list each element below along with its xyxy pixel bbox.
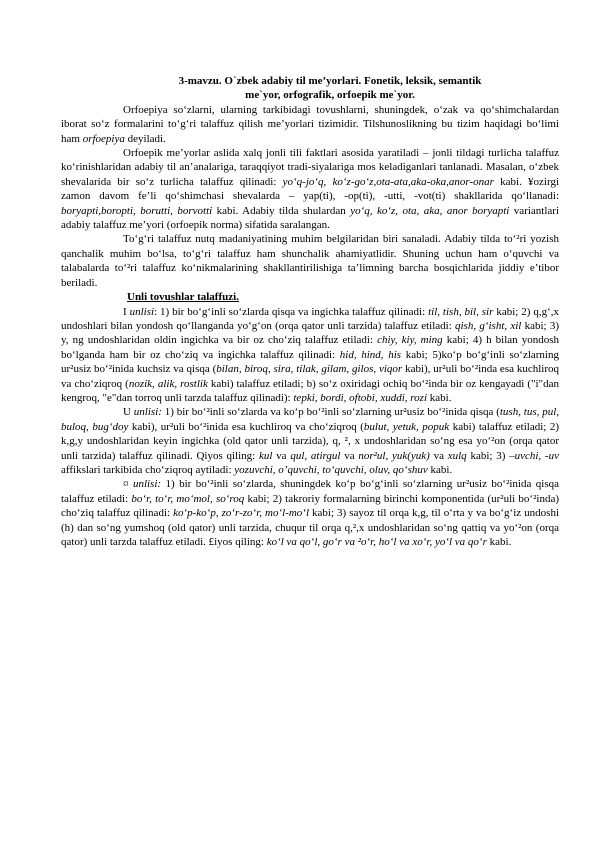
example-italic: nozik, alik, rostlik [128, 377, 208, 390]
paragraph-vowel-i [61, 305, 559, 406]
text-span: kabi. [427, 463, 453, 476]
text-span: kabi; 3) sayoz til orqa k,g, til o‘rta y va bo‘g‘iz undoshi (h) dan so‘ng yumshoq (old qator) unli tarzida, chuqur til orqa q,²,x undoshlaridan so‘ng qattiq va yo‘²on (orqa qator) unli tarzda talaffuz etiladi. £iyos qiling: [61, 507, 559, 548]
paragraph-vowel-o [61, 477, 559, 549]
text-span: Orfoepiya so‘zlarni, ularning tarkibidagi tovushlarni, shuningdek, o‘zak va qo‘shimchalardan iborat so‘z formalarini to‘g‘ri talaffuz qilish me’yorlari tizimidir. Tilshunoslikning bu tizim haqidagi bo‘limi ham [61, 103, 559, 145]
text-span: variantlari adabiy talaffuz me’yori (orfoepik norma) sifatida saralangan. [61, 204, 560, 232]
term-italic: orfoepiya [82, 132, 125, 145]
example-italic: boryapti,boropti, borutti, borvotti [61, 204, 213, 217]
example-italic: tush, tus, pul, buloq, bug‘doy [61, 406, 559, 433]
example-italic: atirgul [310, 449, 341, 462]
title-line-1: 3-mavzu. O`zbek adabiy til me’yorlari. Fonetik, leksik, semantik [178, 75, 482, 87]
text-span: va [272, 449, 291, 462]
example-italic: ko‘l va qo‘l, go‘r va ²o‘r, ho‘l va xo‘r, yo‘l va qo‘r [266, 536, 487, 548]
example-italic: xulq [447, 449, 467, 462]
text-span: , [385, 449, 392, 462]
text-span: kabi; 3) y, ng undoshlaridan oldin ingichka va bir oz cho‘ziq talaffuz etiladi: [61, 319, 559, 347]
text-span: kabi), ur²uli bo‘²inida esa kuchliroq va cho‘ziqroq ( [128, 420, 364, 433]
paragraph-vowel-u [61, 405, 559, 477]
text-span: kabi. Adabiy tilda shulardan [212, 204, 351, 217]
text-span: kabi. [486, 536, 512, 548]
paragraph-orfoepiya-definition [61, 103, 559, 146]
text-span: U [123, 406, 134, 419]
text-span: va [429, 449, 448, 462]
example-italic: yuk(yuk) [391, 449, 430, 462]
example-italic: chiy, kiy, ming [377, 334, 443, 347]
text-span: kabi. [427, 391, 452, 404]
text-span: ¤ [123, 478, 133, 491]
example-italic: uvchi, -uv [514, 449, 559, 462]
text-span: I [123, 305, 130, 318]
example-italic: qul [290, 449, 305, 462]
text-span: kabi; 5)ko‘p bo‘g‘inli so‘zlarning ur²usiz bo‘²inida kuchsiz va qisqa ( [61, 348, 559, 376]
term-italic: unlisi [129, 305, 155, 318]
title-line-2: me`yor, orfografik, orfoepik me`yor. [245, 89, 415, 102]
term-italic: unlisi: [133, 406, 162, 419]
term-italic: unlisi: [132, 478, 162, 491]
text-span: 1) bir bo‘²inli so‘zlarda va ko‘p bo‘²inli so‘zlarning ur²usiz bo‘²inida qisqa ( [161, 406, 500, 419]
example-italic: yo‘q-jo‘q, ko‘z-go‘z,ota-ata,aka-oka,anor-onar [282, 175, 494, 188]
text-span: kabi), ur²uli bo‘²inda esa kuchliroq va cho‘ziqroq ( [61, 363, 559, 390]
example-italic: kul [258, 449, 273, 462]
example-italic: nor²ul [358, 449, 386, 462]
example-italic: bulut, yetuk, popuk [363, 420, 450, 433]
text-span: kabi) talaffuz etiladi; b) so‘z oxiridagi ochiq bo‘²inda bir oz kengayadi ("i"dan kengroq, "e"dan torroq unli tarzda talaffuz qilinadi): [61, 377, 559, 404]
example-italic: yozuvchi, o’quvchi, to‘quvchi, oluv, qo‘shuv [234, 463, 428, 476]
text-span: kabi; 3) – [466, 449, 515, 462]
text-span: kabi; 4) h bilan yondosh bo‘lganda ham bir oz cho‘ziq va ingichka talaffuz qilinadi: [61, 334, 560, 361]
example-italic: bo‘r, to‘r, mo‘mol, so‘roq [131, 492, 245, 505]
text-span: Orfoepik me’yorlar aslida xalq jonli tili faktlari asosida yaratiladi – jonli tildagi turlicha talaffuz ko‘rinishlaridan adabiy til an’analariga, taraqqiyot tradi-siyalariga mos keladiganlari tanlanadi. Masalan, o‘zbek shevalarida bir so‘z turlicha talaffuz qilinadi: [61, 147, 559, 188]
example-italic: qish, g‘isht, xil [455, 319, 522, 332]
document-page [61, 74, 559, 549]
text-span: va [340, 449, 359, 462]
paragraph-correct-pronunciation: To‘g‘ri talaffuz nutq madaniyatining muhim belgilaridan biri sanaladi. Adabiy tilda to‘²ri yozish qanchalik muhim bo‘lsa, to‘g‘ri talaffuz ham shunchalik ahamiyatlidir. Shuning uchun ham o‘quvchi va talabalarda to‘²ri talaffuz ko‘nikmalarining shakllantirilishiga ta’limning barcha bosqichlarida jiddiy e’tibor beriladi. [61, 233, 559, 289]
text-span: , [304, 449, 311, 462]
text-span: kabi; 2) takroriy formalarning birinchi komponentida (ur²uli bo‘²inda) cho‘ziq talaffuz qilinadi: [61, 492, 559, 520]
text-span: kabi; 2) q,g‘,x undoshlari bilan yondosh qo‘llanganda yo‘g‘on (orqa qator unli tarzida) talaffuz etiladi: [61, 305, 560, 332]
text-span: 1) bir bo‘²inli so‘zlarda, shuningdek ko‘p bo‘g‘inli so‘zlarning ur²usiz bo‘²inida qisqa talaffuz etiladi: [61, 478, 560, 505]
text-span: affikslari tarkibida cho‘ziqroq aytiladi: [61, 463, 235, 476]
example-italic: bilan, biroq, sira, tilak, gilam, gilos, viqor [216, 363, 403, 376]
text-span: : 1) bir bo‘g‘inli so‘zlarda qisqa va ingichka talaffuz qilinadi: [154, 305, 429, 318]
example-italic: hid, hind, his [339, 348, 402, 361]
example-italic: til, tish, bil, sir [428, 305, 494, 318]
page-title [61, 74, 559, 103]
example-italic: yo‘q, ko‘z, ota, aka, anor boryapti [350, 204, 510, 217]
text-span: deyiladi. [124, 132, 166, 145]
example-italic: ko‘p-ko‘p, zo‘r-zo‘r, mo‘l-mo‘l [173, 507, 310, 520]
example-italic: tepki, bordi, oftobi, xuddi, rozi [293, 391, 427, 404]
text-span: kabi. ¥ozirgi zamon davom fe’li qo‘shimchasi shevalarda – yap(ti), -op(ti), -utti, -vot(ti) shakllarida qo‘llanadi: [61, 175, 559, 203]
paragraph-orfoepik-norms [61, 146, 559, 232]
text-span: kabi) talaffuz etiladi; 2) k,g,y undoshlaridan keyin ingichka (old qator unli tarzida), q, ², x undoshlaridan so‘ng esa yo‘²on (orqa qator unli tarzida) talaffuz qilinadi. Qiyos qiling: [61, 420, 560, 462]
section-heading-vowels: Unli tovushlar talaffuzi. [127, 291, 239, 304]
